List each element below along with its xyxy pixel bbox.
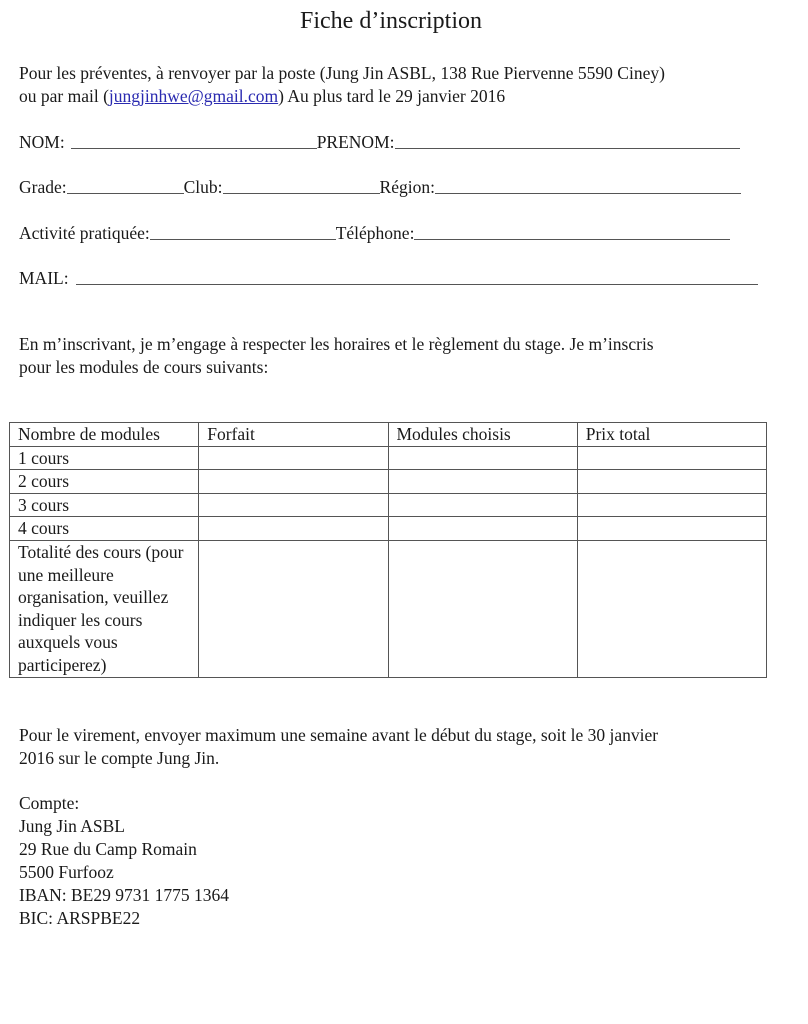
account-street: 29 Rue du Camp Romain: [19, 839, 197, 859]
virement-line-2: 2016 sur le compte Jung Jin.: [19, 748, 220, 768]
club-input-line[interactable]: [223, 175, 380, 194]
table-row: [10, 540, 767, 677]
activite-input-line[interactable]: [150, 221, 336, 240]
grade-club-region-row: [19, 174, 741, 198]
prix-total-cell[interactable]: [577, 517, 766, 541]
virement-line-1: Pour le virement, envoyer maximum une semaine avant le début du stage, soit le 30 janvier: [19, 725, 659, 745]
table-row: [10, 493, 767, 517]
intro-line-1: Pour les préventes, à renvoyer par la poste (Jung Jin ASBL, 138 Rue Piervenne 5590 Ciney): [19, 63, 665, 83]
table-header-row: [10, 423, 767, 447]
prenom-label: PRENOM:: [316, 132, 395, 152]
prix-total-cell[interactable]: [577, 470, 766, 494]
region-label: Région:: [379, 177, 435, 197]
grade-input-line[interactable]: [67, 175, 184, 194]
region-input-line[interactable]: [435, 175, 741, 194]
account-bic: BIC: ARSPBE22: [19, 908, 141, 928]
telephone-label: Téléphone:: [335, 223, 415, 243]
account-heading: Compte:: [19, 793, 80, 813]
intro-paragraph: [19, 62, 665, 108]
nom-label: NOM:: [19, 132, 65, 152]
intro-line-2-prefix: ou par mail (: [19, 86, 109, 106]
mail-row: [19, 265, 758, 289]
row-label: Totalité des cours (pour une meilleure organisation, veuillez indiquer les cours auxquels vous participerez): [10, 540, 199, 677]
forfait-cell[interactable]: [199, 540, 388, 677]
table-row: [10, 517, 767, 541]
engagement-line-2: pour les modules de cours suivants:: [19, 357, 269, 377]
club-label: Club:: [183, 177, 223, 197]
table-row: [10, 446, 767, 470]
intro-line-2-suffix: ) Au plus tard le 29 janvier 2016: [278, 86, 506, 106]
header-modules-choisis: Modules choisis: [388, 423, 577, 447]
email-link[interactable]: jungjinhwe@gmail.com: [108, 86, 279, 106]
virement-paragraph: [19, 724, 658, 770]
row-label: 2 cours: [10, 470, 199, 494]
page-title: Fiche d’inscription: [300, 8, 482, 34]
forfait-cell[interactable]: [199, 517, 388, 541]
engagement-line-1: En m’inscrivant, je m’engage à respecter les horaires et le règlement du stage. Je m’inscris: [19, 334, 654, 354]
grade-label: Grade:: [19, 177, 67, 197]
name-row: [19, 129, 740, 153]
account-iban: IBAN: BE29 9731 1775 1364: [19, 885, 229, 905]
modules-choisis-cell[interactable]: [388, 470, 577, 494]
forfait-cell[interactable]: [199, 470, 388, 494]
header-nombre-modules: Nombre de modules: [10, 423, 199, 447]
row-label: 3 cours: [10, 493, 199, 517]
prix-total-cell[interactable]: [577, 493, 766, 517]
modules-table: [9, 422, 767, 678]
activity-phone-row: [19, 220, 730, 244]
intro-line-2: [19, 85, 665, 108]
prix-total-cell[interactable]: [577, 446, 766, 470]
modules-choisis-cell[interactable]: [388, 517, 577, 541]
prix-total-cell[interactable]: [577, 540, 766, 677]
account-city: 5500 Furfooz: [19, 862, 114, 882]
nom-input-line[interactable]: [71, 130, 317, 149]
modules-choisis-cell[interactable]: [388, 446, 577, 470]
forfait-cell[interactable]: [199, 493, 388, 517]
engagement-paragraph: [19, 333, 654, 379]
account-block: [19, 792, 229, 930]
mail-label: MAIL:: [19, 268, 69, 288]
activite-label: Activité pratiquée:: [19, 223, 150, 243]
modules-choisis-cell[interactable]: [388, 493, 577, 517]
account-name: Jung Jin ASBL: [19, 816, 125, 836]
header-forfait: Forfait: [199, 423, 388, 447]
table-row: [10, 470, 767, 494]
header-prix-total: Prix total: [577, 423, 766, 447]
row-label: 4 cours: [10, 517, 199, 541]
telephone-input-line[interactable]: [414, 221, 730, 240]
prenom-input-line[interactable]: [395, 130, 740, 149]
forfait-cell[interactable]: [199, 446, 388, 470]
modules-choisis-cell[interactable]: [388, 540, 577, 677]
mail-input-line[interactable]: [76, 266, 758, 285]
row-label: 1 cours: [10, 446, 199, 470]
